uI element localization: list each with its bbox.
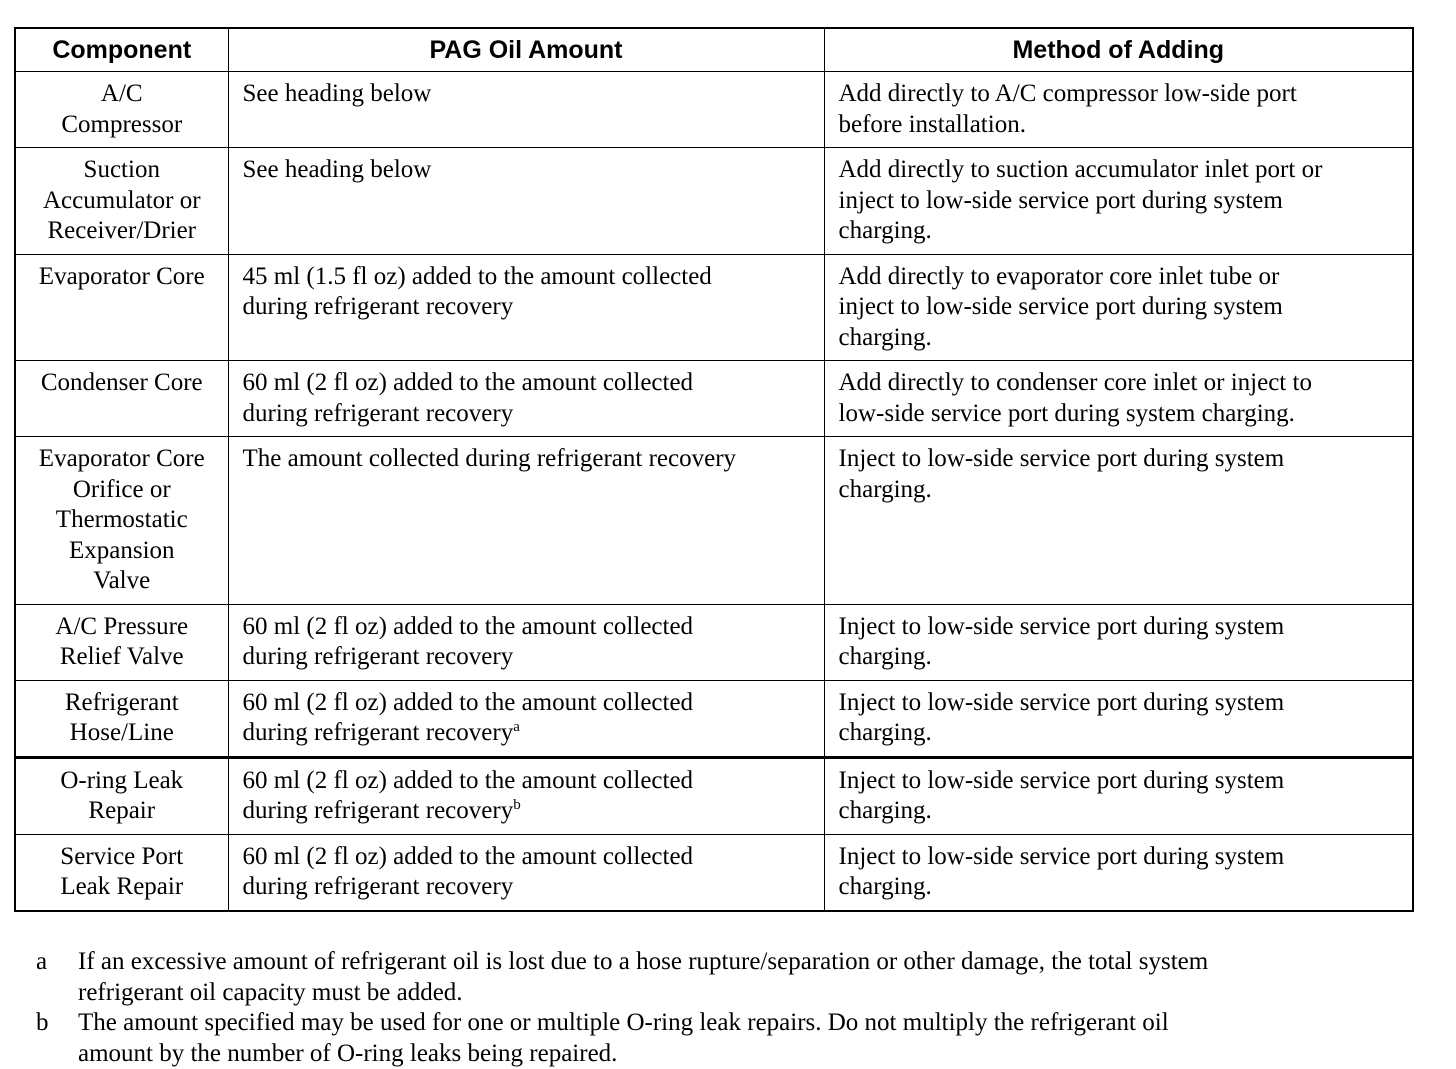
method-cell-text: Add directly to evaporator core inlet tube or [839,263,1280,290]
component-cell-text: Orifice or [73,476,171,503]
pag-amount-cell-text: during refrigerant recovery [243,797,514,824]
table-header-row [15,28,1413,72]
pag-amount-cell-line [243,688,812,719]
component-cell-text: Refrigerant [65,689,179,716]
method-cell-line [839,475,1401,506]
pag-amount-cell-line [243,766,812,797]
pag-amount-cell-text: 60 ml (2 fl oz) added to the amount collected [243,369,694,396]
component-cell-text: A/C Pressure [55,613,188,640]
component-cell-line [22,505,222,536]
pag-amount-cell [228,437,824,605]
component-cell-line [22,566,222,597]
component-cell-text: Service Port [60,843,183,870]
method-cell-line [839,718,1401,749]
component-cell-text: Relief Valve [60,643,184,670]
pag-amount-cell [228,604,824,680]
footnote-text: refrigerant oil capacity must be added. [78,978,1416,1009]
method-cell-line [839,842,1401,873]
pag-amount-cell-text: 60 ml (2 fl oz) added to the amount collected [243,689,694,716]
component-cell [15,148,228,255]
component-cell-text: Repair [88,797,155,824]
method-cell-line [839,186,1401,217]
component-cell-line [22,444,222,475]
method-cell [824,604,1413,680]
method-cell-text: Inject to low-side service port during system [839,613,1285,640]
pag-amount-cell [228,72,824,148]
document-page [14,27,1412,912]
component-cell-text: A/C [101,80,143,107]
component-cell-line [22,766,222,797]
method-cell-text: charging. [839,324,932,351]
footnote-letter: b [36,1008,78,1039]
method-cell [824,361,1413,437]
component-cell-text: Compressor [61,111,182,138]
component-cell-line [22,262,222,293]
footnote-b-line [36,1039,1416,1069]
method-cell [824,680,1413,757]
component-cell-line [22,718,222,749]
pag-amount-cell-text: See heading below [243,80,432,107]
pag-amount-cell-text: The amount collected during refrigerant recovery [243,445,737,472]
pag-amount-cell-text: 45 ml (1.5 fl oz) added to the amount collected [243,263,712,290]
pag-amount-cell-text: during refrigerant recovery [243,400,514,427]
component-cell-line [22,475,222,506]
pag-amount-cell-line [243,842,812,873]
footnote-text: If an excessive amount of refrigerant oil is lost due to a hose rupture/separation or other damage, the total system [78,947,1416,978]
footnote-letter: a [36,947,78,978]
method-cell-line [839,872,1401,903]
footnotes [36,947,1416,1069]
method-cell [824,254,1413,361]
component-cell [15,680,228,757]
table-row [15,437,1413,605]
pag-amount-cell-line [243,368,812,399]
pag-amount-cell-line [243,155,812,186]
footnote-marker: a [513,719,520,735]
component-cell-line [22,368,222,399]
method-cell-text: Add directly to A/C compressor low-side port [839,80,1297,107]
component-cell-text: Evaporator Core [39,263,205,290]
method-cell-text: Inject to low-side service port during system [839,445,1285,472]
component-cell [15,437,228,605]
method-cell-text: inject to low-side service port during system [839,187,1283,214]
method-cell-line [839,323,1401,354]
component-cell [15,757,228,834]
method-cell-text: Inject to low-side service port during system [839,767,1285,794]
component-cell-text: Suction [84,156,160,183]
table-row [15,834,1413,911]
table-row [15,361,1413,437]
header-pag-oil-amount: PAG Oil Amount [228,28,824,72]
component-cell [15,604,228,680]
component-cell [15,834,228,911]
pag-amount-cell-text: 60 ml (2 fl oz) added to the amount collected [243,613,694,640]
pag-amount-cell-line [243,262,812,293]
method-cell-line [839,399,1401,430]
component-cell-text: Condenser Core [41,369,203,396]
table-row [15,680,1413,757]
pag-amount-cell-text: during refrigerant recovery [243,719,514,746]
pag-amount-cell-text: during refrigerant recovery [243,873,514,900]
method-cell-text: low-side service port during system charging. [839,400,1295,427]
component-cell-text: Leak Repair [60,873,183,900]
component-cell [15,254,228,361]
method-cell [824,148,1413,255]
component-cell-line [22,536,222,567]
method-cell-text: charging. [839,476,932,503]
footnote-b-line [36,1008,1416,1039]
table-body [15,72,1413,911]
component-cell [15,361,228,437]
pag-amount-cell-text: 60 ml (2 fl oz) added to the amount collected [243,767,694,794]
pag-amount-cell-line [243,79,812,110]
pag-amount-cell-line [243,292,812,323]
component-cell-line [22,155,222,186]
pag-oil-table [14,27,1414,912]
footnote-letter [36,1039,78,1069]
method-cell-text: before installation. [839,111,1026,138]
component-cell-line [22,110,222,141]
pag-amount-cell-text: during refrigerant recovery [243,643,514,670]
header-component: Component [15,28,228,72]
component-cell-text: Hose/Line [70,719,174,746]
method-cell-text: Inject to low-side service port during system [839,843,1285,870]
component-cell [15,72,228,148]
component-cell-text: Evaporator Core [39,445,205,472]
footnote-letter [36,978,78,1009]
method-cell-text: Add directly to condenser core inlet or inject to [839,369,1312,396]
component-cell-line [22,186,222,217]
table-row [15,148,1413,255]
method-cell-text: charging. [839,873,932,900]
pag-amount-cell-line [243,642,812,673]
pag-amount-cell-line [243,796,812,827]
pag-amount-cell [228,680,824,757]
method-cell-line [839,766,1401,797]
method-cell-line [839,262,1401,293]
method-cell-line [839,612,1401,643]
pag-amount-cell-line [243,872,812,903]
method-cell-line [839,796,1401,827]
method-cell-text: charging. [839,719,932,746]
method-cell-line [839,216,1401,247]
component-cell-line [22,688,222,719]
pag-amount-cell-line [243,612,812,643]
method-cell-line [839,292,1401,323]
component-cell-line [22,796,222,827]
table-row [15,72,1413,148]
method-cell-text: charging. [839,797,932,824]
footnote-text: The amount specified may be used for one or multiple O-ring leak repairs. Do not multiply the refrigerant oil [78,1008,1416,1039]
method-cell [824,437,1413,605]
pag-amount-cell [228,254,824,361]
component-cell-text: Valve [93,567,150,594]
pag-amount-cell-text: See heading below [243,156,432,183]
footnote-text: amount by the number of O-ring leaks being repaired. [78,1039,1416,1069]
header-method-of-adding: Method of Adding [824,28,1413,72]
method-cell [824,72,1413,148]
method-cell-text: inject to low-side service port during system [839,293,1283,320]
method-cell-text: charging. [839,217,932,244]
table-row [15,254,1413,361]
method-cell [824,757,1413,834]
footnote-marker: b [513,797,521,813]
table-row [15,757,1413,834]
table-row [15,604,1413,680]
pag-amount-cell-line [243,444,812,475]
pag-amount-cell [228,361,824,437]
component-cell-line [22,842,222,873]
pag-amount-cell-line [243,718,812,749]
component-cell-text: Expansion [69,537,175,564]
component-cell-text: O-ring Leak [60,767,183,794]
component-cell-line [22,612,222,643]
method-cell-line [839,368,1401,399]
pag-amount-cell [228,757,824,834]
pag-amount-cell-text: 60 ml (2 fl oz) added to the amount collected [243,843,694,870]
pag-amount-cell-text: during refrigerant recovery [243,293,514,320]
method-cell-line [839,79,1401,110]
method-cell-line [839,688,1401,719]
method-cell-text: Add directly to suction accumulator inlet port or [839,156,1323,183]
component-cell-line [22,216,222,247]
component-cell-line [22,872,222,903]
component-cell-line [22,642,222,673]
pag-amount-cell-line [243,399,812,430]
component-cell-line [22,79,222,110]
method-cell-line [839,444,1401,475]
method-cell [824,834,1413,911]
method-cell-line [839,642,1401,673]
method-cell-text: Inject to low-side service port during system [839,689,1285,716]
pag-amount-cell [228,148,824,255]
footnote-a-line [36,978,1416,1009]
component-cell-text: Accumulator or [43,187,201,214]
footnote-a-line [36,947,1416,978]
component-cell-text: Receiver/Drier [47,217,196,244]
pag-amount-cell [228,834,824,911]
method-cell-line [839,110,1401,141]
method-cell-text: charging. [839,643,932,670]
component-cell-text: Thermostatic [56,506,188,533]
method-cell-line [839,155,1401,186]
